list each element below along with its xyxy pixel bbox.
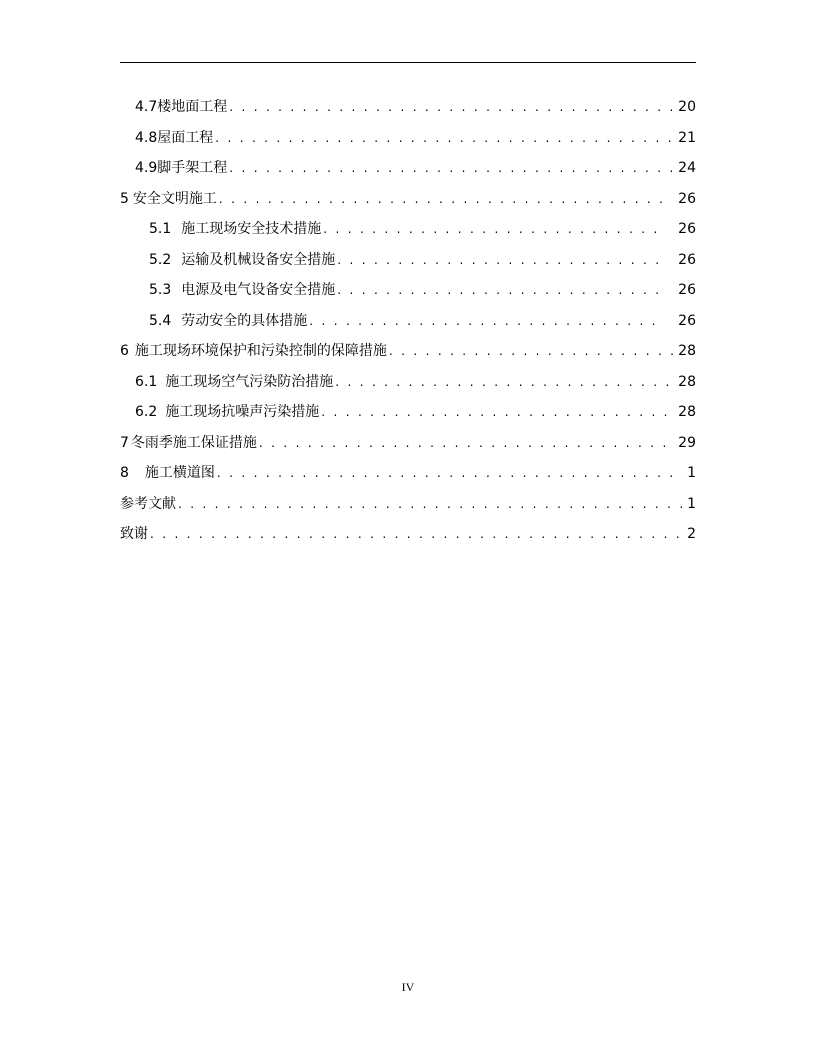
- toc-entry-title: 冬雨季施工保证措施: [130, 434, 257, 451]
- toc-entry[interactable]: [120, 123, 696, 154]
- toc-entry-title: 施工现场抗噪声污染措施: [165, 404, 320, 420]
- toc-entry-page: 20: [678, 99, 696, 115]
- toc-dot-leader: [217, 458, 683, 489]
- toc-entry[interactable]: [120, 428, 696, 459]
- toc-entry[interactable]: [120, 336, 696, 367]
- toc-entry-number: 6: [120, 343, 129, 359]
- toc-dot-leader: [215, 123, 675, 154]
- toc-entry-number: 5: [120, 190, 129, 207]
- toc-entry-page: 28: [678, 343, 696, 359]
- toc-entry-page: 26: [678, 190, 696, 207]
- toc-entry-page: 24: [678, 160, 696, 176]
- toc-entry-title: 施工现场空气污染防治措施: [165, 373, 334, 390]
- toc-entry-page: 28: [678, 404, 696, 420]
- toc-dot-leader: [150, 519, 683, 550]
- toc-entry[interactable]: [120, 275, 696, 306]
- toc-entry-number: 4.8: [135, 129, 158, 146]
- toc-entry-page: 1: [687, 495, 696, 512]
- toc-dot-leader: [178, 489, 683, 520]
- toc-entry-number: 4.9: [135, 160, 158, 176]
- toc-entry-number: 5.1: [149, 221, 172, 237]
- toc-dot-leader: [229, 153, 675, 184]
- toc-entry[interactable]: [120, 92, 696, 123]
- toc-entry-title: 施工现场环境保护和污染控制的保障措施: [134, 343, 387, 359]
- toc-entry-number: 5.3: [149, 282, 172, 298]
- toc-entry-number: 7: [120, 434, 129, 451]
- toc-dot-leader: [219, 184, 665, 215]
- header-rule: [120, 62, 696, 63]
- toc-entry-page: 1: [687, 465, 696, 481]
- toc-entry-number: 8: [120, 465, 129, 481]
- page-number: IV: [401, 980, 415, 994]
- toc-entry-page: 2: [687, 526, 696, 542]
- toc-entry-title: 楼地面工程: [157, 99, 228, 115]
- toc-dot-leader: [337, 275, 665, 306]
- toc-entry[interactable]: [120, 397, 696, 428]
- toc-dot-leader: [309, 306, 665, 337]
- toc-entry-title: 施工横道图: [144, 465, 215, 481]
- toc-entry-title: 屋面工程: [157, 129, 214, 146]
- toc-entry[interactable]: [120, 245, 696, 276]
- toc-dot-leader: [229, 92, 675, 123]
- toc-entry-title: 施工现场安全技术措施: [181, 221, 322, 237]
- toc-entry-page: 26: [678, 312, 696, 329]
- toc-entry-title: 安全文明施工: [132, 190, 217, 207]
- toc-entry-page: 26: [678, 221, 696, 237]
- toc-entry[interactable]: [120, 184, 696, 215]
- toc-entry-number: 5.4: [149, 312, 172, 329]
- toc-entry[interactable]: [120, 306, 696, 337]
- toc-entry-title: 运输及机械设备安全措施: [181, 251, 336, 268]
- toc-entry[interactable]: [120, 214, 696, 245]
- toc-dot-leader: [259, 428, 665, 459]
- toc-entry[interactable]: [120, 458, 696, 489]
- toc-dot-leader: [323, 214, 665, 245]
- toc-entry-number: 6.2: [135, 404, 158, 420]
- toc-entry-title: 参考文献: [120, 495, 176, 512]
- toc-entry-number: 6.1: [135, 373, 158, 390]
- toc-entry[interactable]: [120, 519, 696, 550]
- table-of-contents: [120, 92, 696, 550]
- toc-entry-title: 脚手架工程: [157, 160, 228, 176]
- toc-entry-page: 29: [678, 434, 696, 451]
- toc-dot-leader: [337, 245, 665, 276]
- toc-entry-page: 28: [678, 373, 696, 390]
- toc-entry-page: 26: [678, 251, 696, 268]
- toc-entry-page: 26: [678, 282, 696, 298]
- toc-entry-number: 4.7: [135, 99, 158, 115]
- toc-entry-number: 5.2: [149, 251, 172, 268]
- toc-entry[interactable]: [120, 489, 696, 520]
- toc-dot-leader: [335, 367, 675, 398]
- toc-dot-leader: [389, 336, 675, 367]
- toc-entry-title: 电源及电气设备安全措施: [181, 282, 336, 298]
- toc-entry-page: 21: [678, 129, 696, 146]
- toc-dot-leader: [321, 397, 675, 428]
- toc-entry-title: 致谢: [120, 526, 148, 542]
- toc-entry-title: 劳动安全的具体措施: [181, 312, 308, 329]
- toc-entry[interactable]: [120, 153, 696, 184]
- toc-entry[interactable]: [120, 367, 696, 398]
